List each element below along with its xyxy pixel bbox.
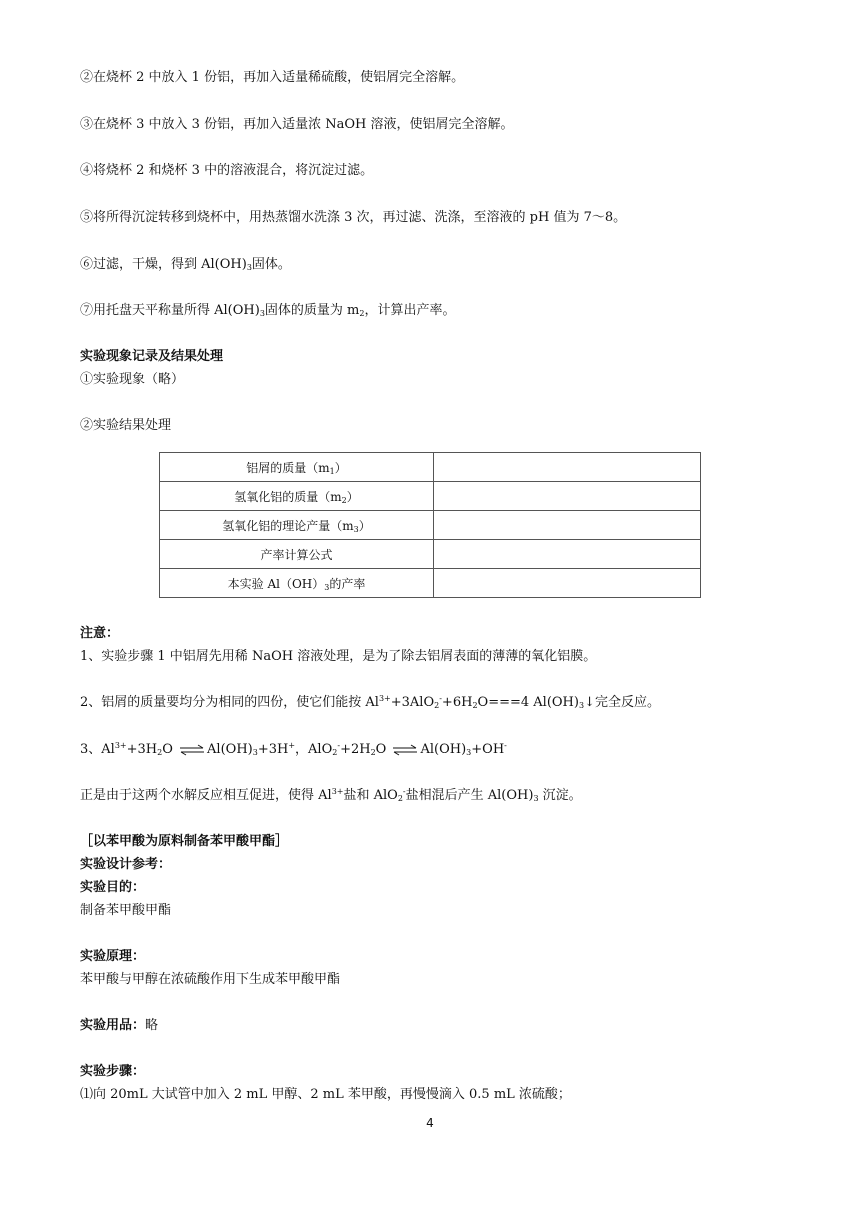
table-label: 产率计算公式 bbox=[160, 540, 434, 569]
step-6: ⑥过滤，干燥，得到 $Al(OH)_3$固体。 bbox=[80, 257, 291, 272]
notes-heading: 注意： bbox=[80, 626, 120, 641]
table-value-cell bbox=[434, 569, 701, 598]
table-value-cell bbox=[434, 511, 701, 540]
design-heading: 实验设计参考： bbox=[80, 857, 172, 872]
table-row bbox=[160, 511, 701, 540]
purpose-heading: 实验目的： bbox=[80, 880, 146, 895]
note-1: 1、实验步骤 1 中铝屑先用稀 NaOH 溶液处理，是为了除去铝屑表面的薄薄的氧化铝膜。 bbox=[80, 649, 597, 664]
record-item-phenomena: ①实验现象（略） bbox=[80, 372, 185, 387]
table-label: 氢氧化铝的质量$(m_2)$ bbox=[160, 482, 434, 511]
step-7: ⑦用托盘天平称量所得 $Al(OH)_3$固体的质量为 $m_2$，计算出产率。 bbox=[80, 303, 456, 318]
note-conclusion: 正是由于这两个水解反应相互促进，使得 $Al^{3+}$盐和 AlO$_2$-盐相混后产生 $Al(OH)_3$ 沉淀。 bbox=[80, 787, 582, 803]
procedure-step-1: ⑴向 20mL 大试管中加入 2 mL 甲醇、2 mL 苯甲酸，再慢慢滴入 0.5 mL 浓硫酸； bbox=[80, 1087, 571, 1102]
step-4: ④将烧杯 2 和烧杯 3 中的溶液混合，将沉淀过滤。 bbox=[80, 163, 374, 178]
results-table bbox=[159, 452, 701, 598]
table-row bbox=[160, 569, 701, 598]
record-heading: 实验现象记录及结果处理 bbox=[80, 349, 224, 364]
table-label: 铝屑的质量$(m_1)$ bbox=[160, 453, 434, 482]
principle-heading: 实验原理： bbox=[80, 949, 146, 964]
table-value-cell bbox=[434, 482, 701, 511]
table-value-cell bbox=[434, 540, 701, 569]
table-row bbox=[160, 482, 701, 511]
purpose-text: 制备苯甲酸甲酯 bbox=[80, 903, 172, 918]
steps-heading: 实验步骤： bbox=[80, 1064, 146, 1079]
step-3: ③在烧杯 3 中放入 3 份铝，再加入适量浓 NaOH 溶液，使铝屑完全溶解。 bbox=[80, 117, 514, 132]
step-5: ⑤将所得沉淀转移到烧杯中，用热蒸馏水洗涤 3 次，再过滤、洗涤，至溶液的 pH 值为 7～8。 bbox=[80, 210, 627, 225]
principle-text: 苯甲酸与甲醇在浓硫酸作用下生成苯甲酸甲酯 bbox=[80, 972, 341, 987]
supplies-line bbox=[80, 1017, 158, 1035]
note-3: 3、$Al^{3+}+3H_2O$ $Al(OH)_3+3H^+$，$AlO_2^-+2H_2O$ $Al(OH)_3+OH^-$ bbox=[80, 741, 507, 757]
table-row bbox=[160, 540, 701, 569]
table-row bbox=[160, 453, 701, 482]
table-label: 氢氧化铝的理论产量$(m_3)$ bbox=[160, 511, 434, 540]
section-title: ［以苯甲酸为原料制备苯甲酸甲酯］ bbox=[80, 834, 289, 849]
equilibrium-arrow-icon bbox=[392, 744, 418, 756]
step-2: ②在烧杯 2 中放入 1 份铝，再加入适量稀硫酸，使铝屑完全溶解。 bbox=[80, 70, 465, 85]
equilibrium-arrow-icon bbox=[179, 744, 205, 756]
record-item-results: ②实验结果处理 bbox=[80, 418, 172, 433]
supplies-text: 略 bbox=[145, 1018, 159, 1033]
supplies-heading: 实验用品： bbox=[80, 1018, 146, 1033]
note-2: 2、铝屑的质量要均分为相同的四份，使它们能按 $Al^{3+}+3AlO_2^-+6H_2O===4$ $Al(OH)_3↓$完全反应。 bbox=[80, 694, 660, 710]
page-number: 4 bbox=[426, 1116, 434, 1130]
table-label: 本实验 $Al(OH)_3$的产率 bbox=[160, 569, 434, 598]
table-value-cell bbox=[434, 453, 701, 482]
